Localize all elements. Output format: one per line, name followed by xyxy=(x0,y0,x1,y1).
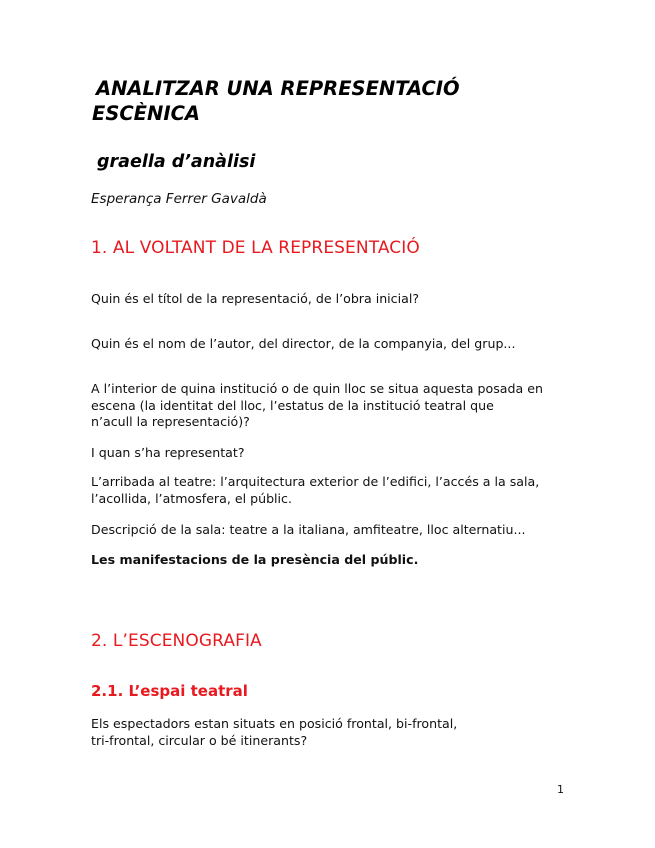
question-institution xyxy=(91,381,571,431)
page-number: 1 xyxy=(557,783,564,796)
question-spectators-line-2: tri-frontal, circular o bé itinerants? xyxy=(91,732,308,748)
title-line-2: ESCÈNICA xyxy=(92,102,200,125)
section-2-heading: 2. L’ESCENOGRAFIA xyxy=(91,631,262,651)
title-line-1: ANALITZAR UNA REPRESENTACIÓ xyxy=(96,77,460,100)
question-institution-line-3: n’acull la representació)? xyxy=(91,414,250,429)
document-title xyxy=(92,76,566,126)
document-subtitle: graella d’anàlisi xyxy=(97,152,256,172)
question-spectators-line-1: Els espectadors estan situats en posició frontal, bi-frontal, xyxy=(91,716,458,731)
question-hall: Descripció de la sala: teatre a la italiana, amfiteatre, lloc alternatiu... xyxy=(91,522,526,537)
question-institution-line-1: A l’interior de quina institució o de quin lloc se situa aquesta posada en xyxy=(91,381,543,396)
author-name: Esperança Ferrer Gavaldà xyxy=(91,191,267,207)
question-institution-line-2: escena (la identitat del lloc, l’estatus de la institució teatral que xyxy=(91,397,494,413)
section-1-heading: 1. AL VOLTANT DE LA REPRESENTACIÓ xyxy=(91,238,420,258)
question-when: I quan s’ha representat? xyxy=(91,445,245,460)
subsection-2-1-heading: 2.1. L’espai teatral xyxy=(91,682,248,700)
question-title: Quin és el títol de la representació, de l’obra inicial? xyxy=(91,291,420,306)
question-arrival-line-1: L’arribada al teatre: l’arquitectura exterior de l’edifici, l’accés a la sala, xyxy=(91,474,540,489)
question-audience: Les manifestacions de la presència del públic. xyxy=(91,552,419,567)
question-spectators xyxy=(91,716,571,749)
question-arrival xyxy=(91,474,571,507)
question-author: Quin és el nom de l’autor, del director, de la companyia, del grup... xyxy=(91,336,516,351)
question-arrival-line-2: l’acollida, l’atmosfera, el públic. xyxy=(91,490,292,506)
